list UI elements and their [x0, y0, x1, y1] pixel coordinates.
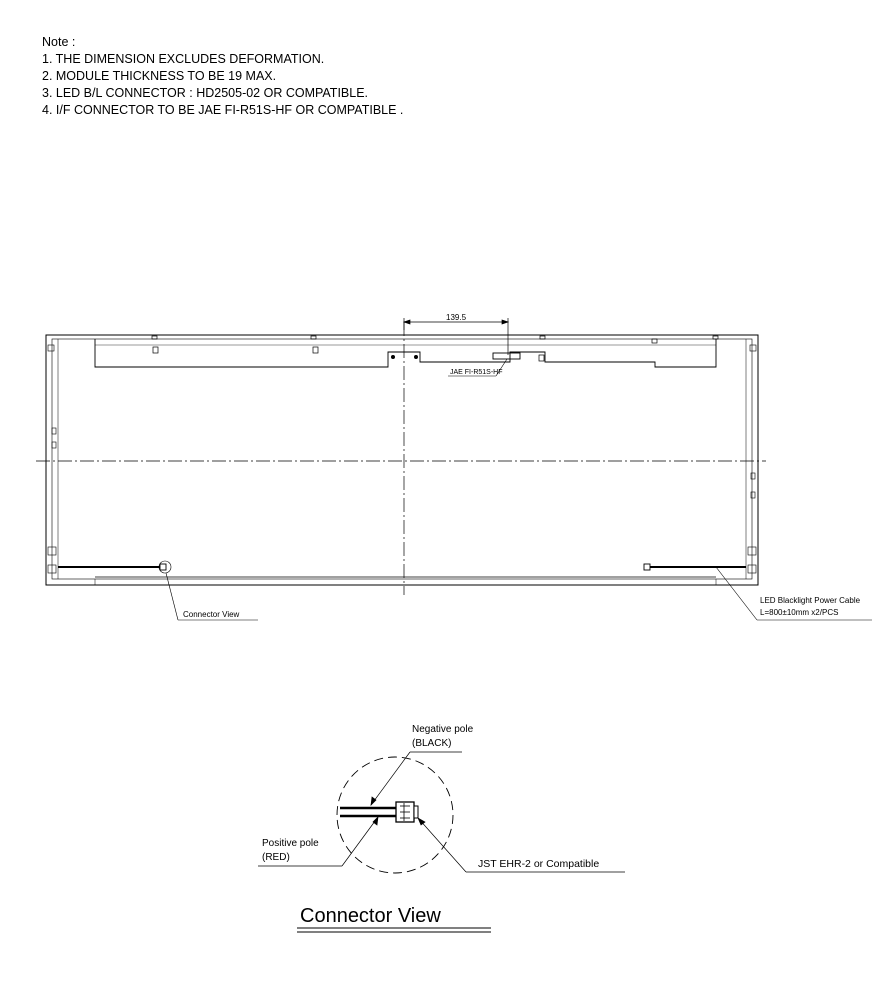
connector-detail [337, 757, 453, 873]
positive-pole-color: (RED) [262, 852, 290, 863]
note-item-4: 4. I/F CONNECTOR TO BE JAE FI-R51S-HF OR COMPATIBLE . [42, 103, 404, 117]
led-cables [58, 564, 746, 570]
cable-label-line1: LED Blacklight Power Cable [760, 596, 861, 605]
if-connector-label: JAE FI-R51S-HF [450, 369, 503, 376]
negative-pole-label: Negative pole [412, 724, 474, 735]
jst-connector-label: JST EHR-2 or Compatible [478, 858, 600, 870]
module-inner-outline [52, 339, 752, 579]
cable-label-line2: L=800±10mm x2/PCS [760, 608, 839, 617]
negative-pole-color: (BLACK) [412, 738, 452, 749]
module-outline [46, 335, 758, 585]
note-item-1: 1. THE DIMENSION EXCLUDES DEFORMATION. [42, 52, 325, 66]
top-pcb-strip [95, 339, 716, 367]
dimension-139-5 [404, 318, 508, 355]
module-front-view [46, 335, 758, 585]
center-lines [36, 322, 766, 595]
connector-view-title-underline [297, 928, 491, 932]
note-item-3: 3. LED B/L CONNECTOR : HD2505-02 OR COMPATIBLE. [42, 86, 369, 100]
connector-view-callout-label: Connector View [183, 610, 240, 619]
dimension-value: 139.5 [446, 313, 467, 322]
positive-pole-label: Positive pole [262, 838, 319, 849]
connector-view-title: Connector View [300, 905, 441, 927]
negative-pole-leader [371, 752, 462, 805]
notes-heading: Note : [42, 35, 76, 49]
if-connector [493, 353, 520, 359]
note-item-2: 2. MODULE THICKNESS TO BE 19 MAX. [42, 69, 277, 83]
